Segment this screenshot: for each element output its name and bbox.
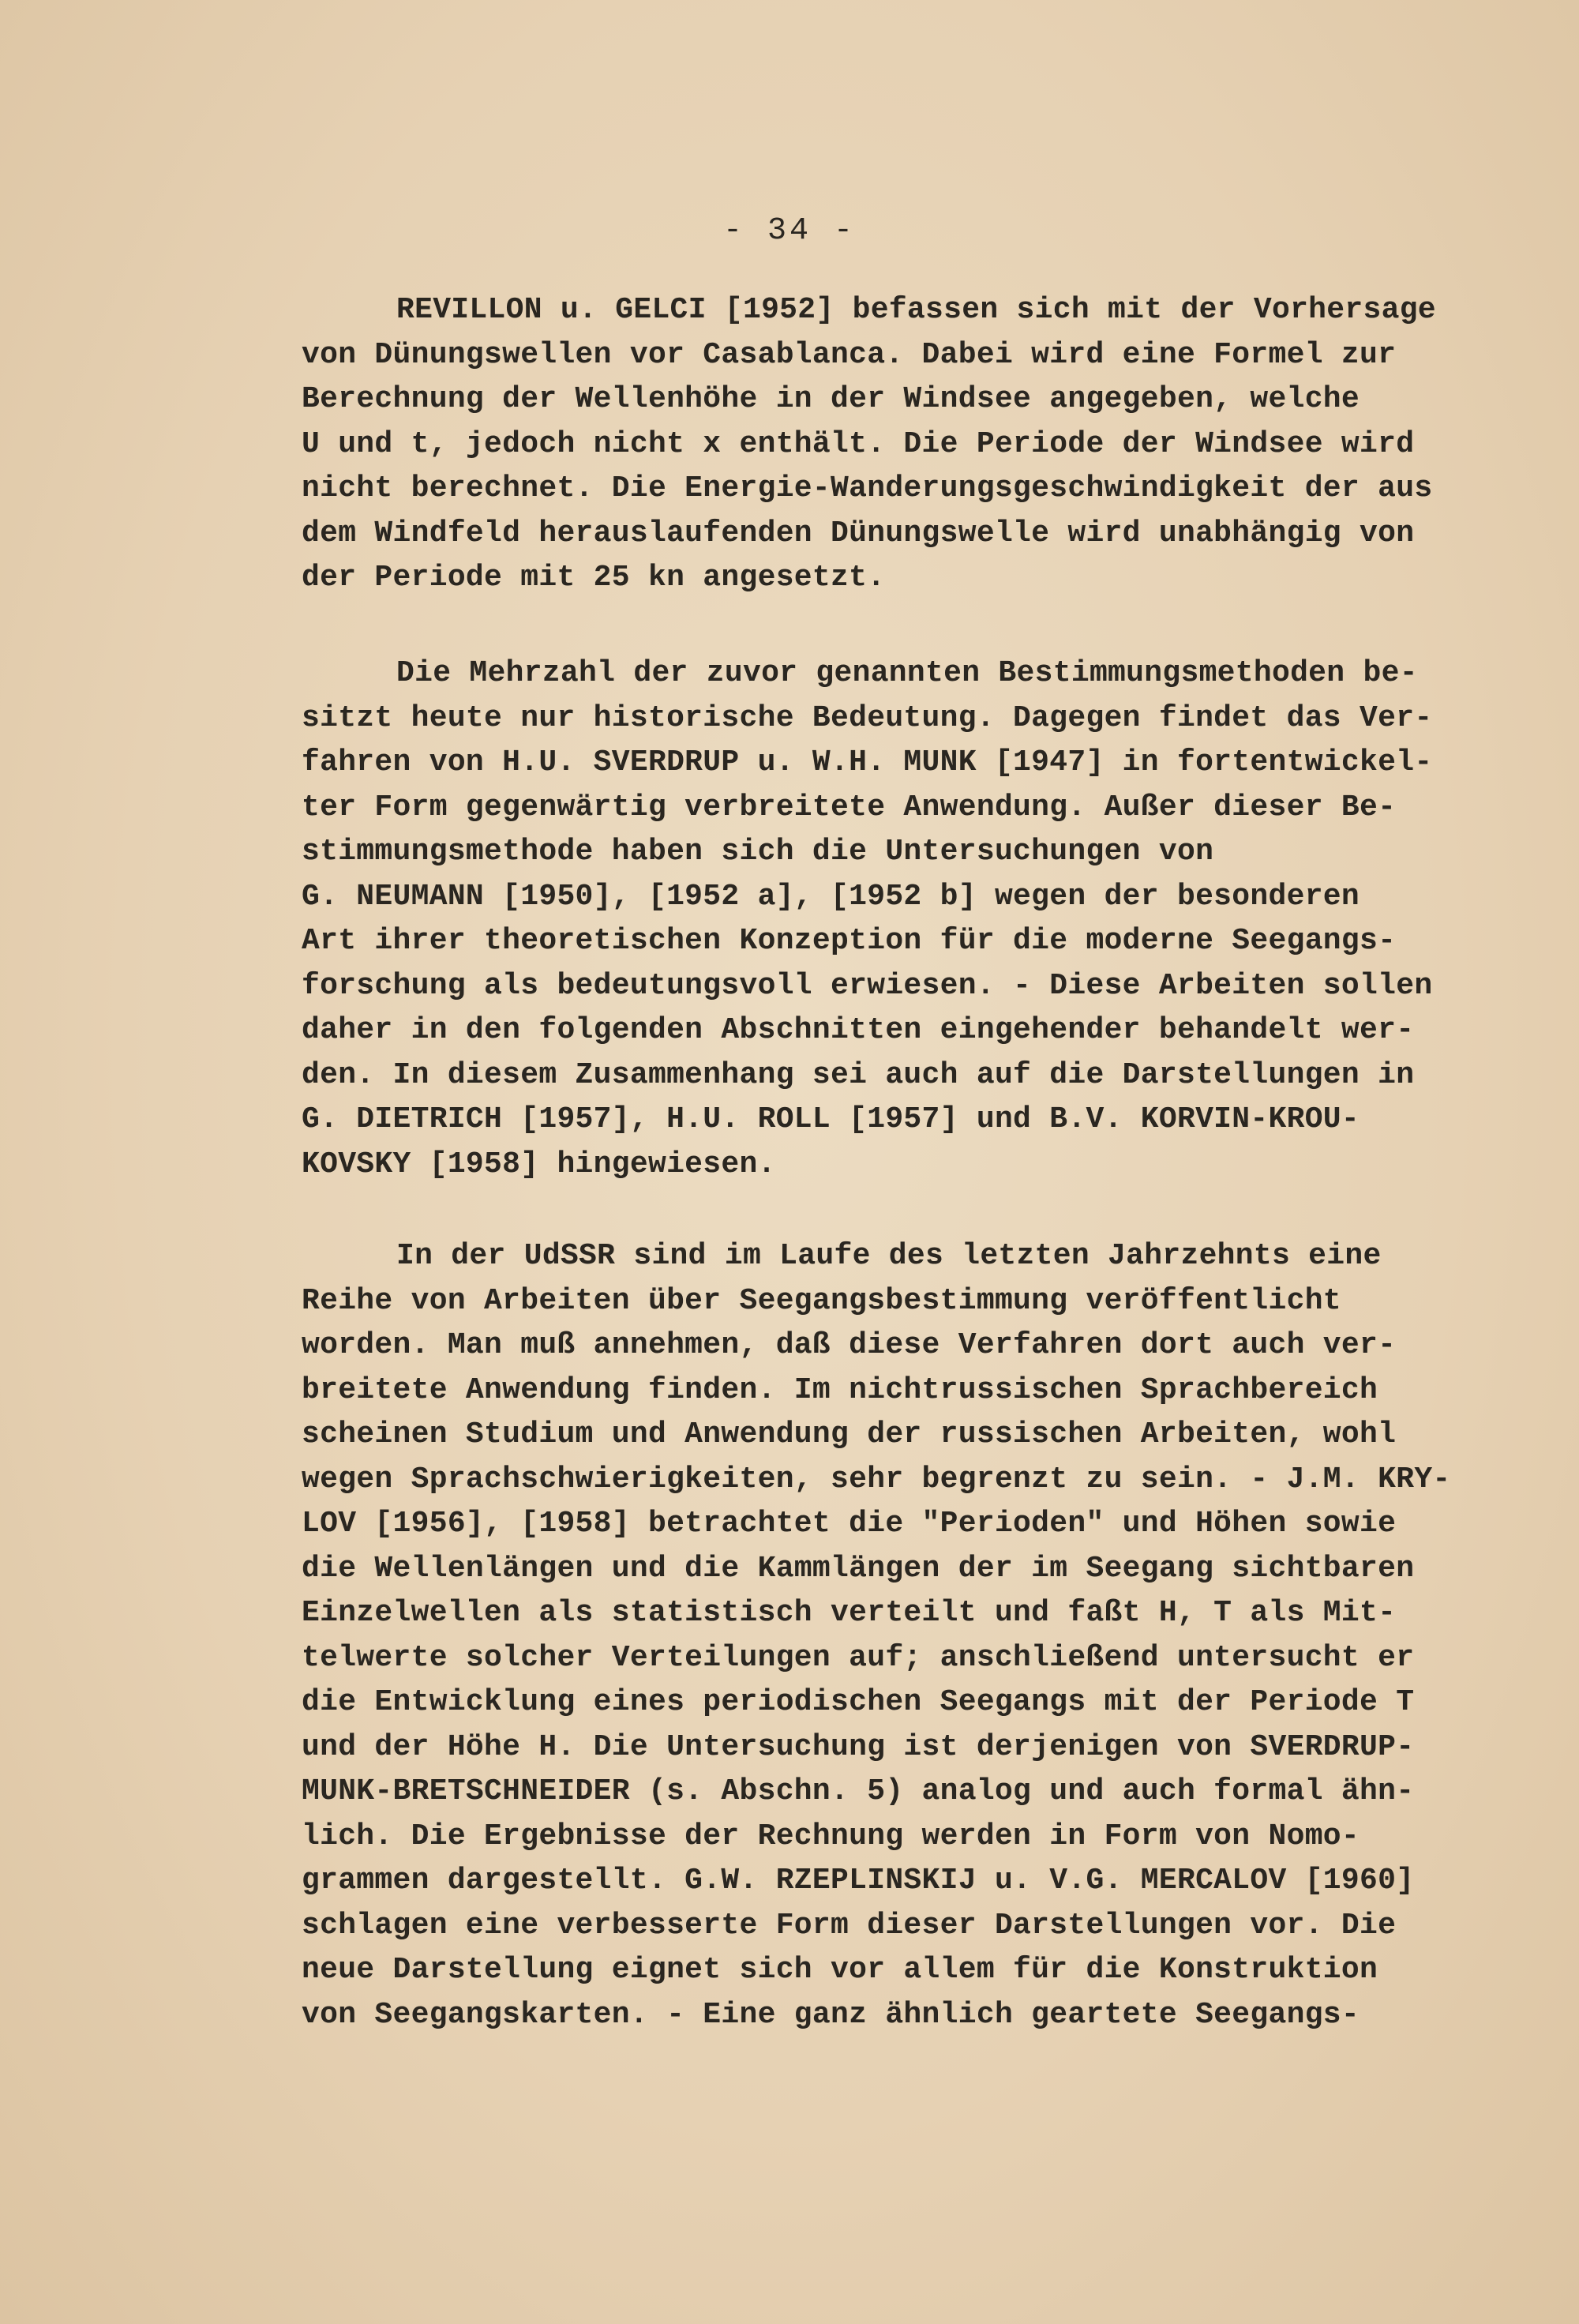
page-number: - 34 - bbox=[722, 213, 857, 249]
text-line: daher in den folgenden Abschnitten eingehender behandelt wer- bbox=[302, 1013, 1415, 1047]
text-line: neue Darstellung eignet sich vor allem für die Konstruktion bbox=[302, 1953, 1378, 1987]
text-line: breitete Anwendung finden. Im nichtrussischen Sprachbereich bbox=[302, 1372, 1378, 1407]
text-line: wegen Sprachschwierigkeiten, sehr begrenzt zu sein. - J.M. KRY- bbox=[302, 1462, 1451, 1496]
text-line: In der UdSSR sind im Laufe des letzten Jahrzehnts eine bbox=[396, 1239, 1382, 1273]
text-line: G. NEUMANN [1950], [1952 a], [1952 b] wegen der besonderen bbox=[302, 879, 1360, 914]
text-line: forschung als bedeutungsvoll erwiesen. - Diese Arbeiten sollen bbox=[302, 968, 1433, 1003]
paragraph-bestimmungsmethoden bbox=[302, 651, 1454, 1187]
text-line: fahren von H.U. SVERDRUP u. W.H. MUNK [1947] in fortentwickel- bbox=[302, 745, 1433, 779]
text-line: MUNK-BRETSCHNEIDER (s. Abschn. 5) analog und auch formal ähn- bbox=[302, 1774, 1415, 1808]
text-line: worden. Man muß annehmen, daß diese Verfahren dort auch ver- bbox=[302, 1328, 1397, 1362]
text-line: telwerte solcher Verteilungen auf; anschließend untersucht er bbox=[302, 1640, 1415, 1675]
paragraph-udssr bbox=[302, 1234, 1454, 2037]
text-line: Die Mehrzahl der zuvor genannten Bestimmungsmethoden be- bbox=[396, 656, 1418, 690]
text-line: G. DIETRICH [1957], H.U. ROLL [1957] und B.V. KORVIN-KROU- bbox=[302, 1102, 1360, 1136]
text-line: scheinen Studium und Anwendung der russischen Arbeiten, wohl bbox=[302, 1417, 1397, 1451]
text-line: U und t, jedoch nicht x enthält. Die Periode der Windsee wird bbox=[302, 426, 1415, 461]
text-line: Art ihrer theoretischen Konzeption für die moderne Seegangs- bbox=[302, 924, 1397, 958]
text-line: Berechnung der Wellenhöhe in der Windsee angegeben, welche bbox=[302, 382, 1360, 416]
text-line: die Entwicklung eines periodischen Seegangs mit der Periode T bbox=[302, 1685, 1415, 1719]
text-line: schlagen eine verbesserte Form dieser Darstellungen vor. Die bbox=[302, 1908, 1397, 1943]
text-line: Reihe von Arbeiten über Seegangsbestimmung veröffentlicht bbox=[302, 1283, 1341, 1318]
text-line: LOV [1956], [1958] betrachtet die "Perioden" und Höhen sowie bbox=[302, 1507, 1397, 1541]
text-line: von Seegangskarten. - Eine ganz ähnlich geartete Seegangs- bbox=[302, 1997, 1360, 2032]
text-line: grammen dargestellt. G.W. RZEPLINSKIJ u. V.G. MERCALOV [1960] bbox=[302, 1864, 1415, 1898]
text-line: REVILLON u. GELCI [1952] befassen sich mit der Vorhersage bbox=[396, 293, 1436, 327]
paragraph-revillon-gelci bbox=[302, 288, 1454, 601]
text-line: KOVSKY [1958] hingewiesen. bbox=[302, 1147, 776, 1181]
text-line: nicht berechnet. Die Energie-Wanderungsgeschwindigkeit der aus bbox=[302, 471, 1433, 505]
text-line: dem Windfeld herauslaufenden Dünungswelle wird unabhängig von bbox=[302, 516, 1415, 550]
text-line: und der Höhe H. Die Untersuchung ist derjenigen von SVERDRUP- bbox=[302, 1729, 1415, 1764]
text-line: stimmungsmethode haben sich die Untersuchungen von bbox=[302, 835, 1214, 869]
text-line: von Dünungswellen vor Casablanca. Dabei wird eine Formel zur bbox=[302, 337, 1397, 372]
text-line: ter Form gegenwärtig verbreitete Anwendung. Außer dieser Be- bbox=[302, 790, 1397, 824]
text-line: die Wellenlängen und die Kammlängen der im Seegang sichtbaren bbox=[302, 1551, 1415, 1586]
text-line: den. In diesem Zusammenhang sei auch auf die Darstellungen in bbox=[302, 1057, 1415, 1092]
text-line: lich. Die Ergebnisse der Rechnung werden in Form von Nomo- bbox=[302, 1819, 1360, 1853]
text-line: Einzelwellen als statistisch verteilt und faßt H, T als Mit- bbox=[302, 1596, 1397, 1630]
text-line: sitzt heute nur historische Bedeutung. Dagegen findet das Ver- bbox=[302, 700, 1433, 735]
text-line: der Periode mit 25 kn angesetzt. bbox=[302, 561, 886, 595]
